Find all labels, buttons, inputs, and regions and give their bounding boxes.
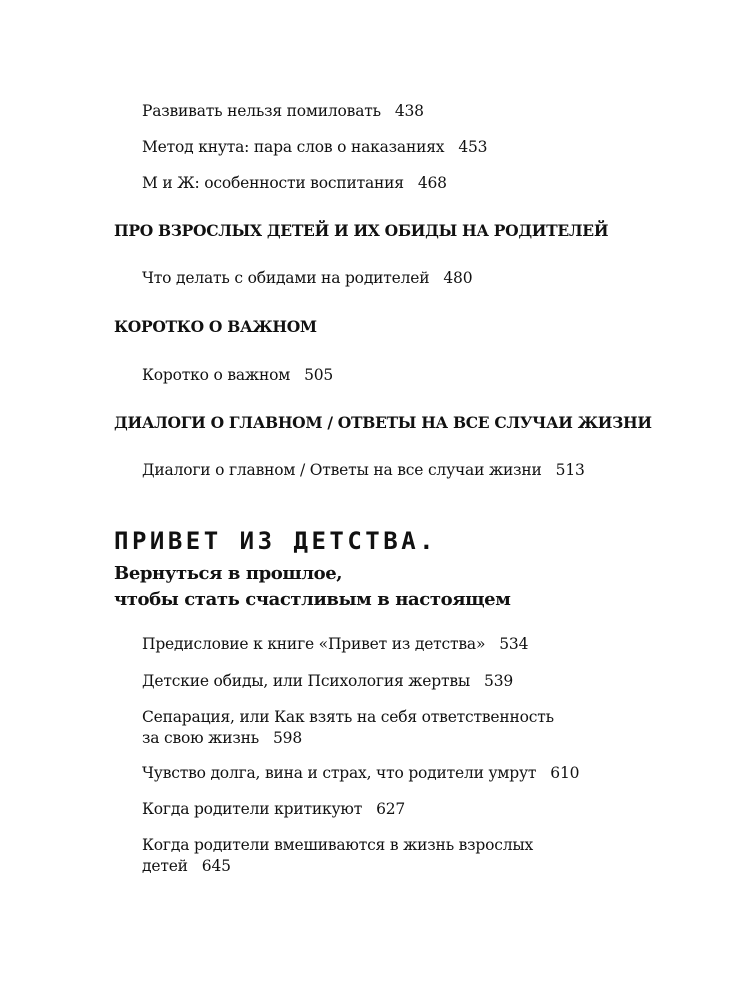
- toc-entry-page: 480: [443, 269, 473, 287]
- toc-entry: [142, 266, 472, 290]
- toc-entry-title-line2: детей: [142, 857, 188, 875]
- toc-entry: [142, 669, 513, 693]
- toc-entry-page: 438: [394, 102, 424, 120]
- toc-entry-page: 610: [550, 764, 580, 782]
- toc-entry: [142, 171, 447, 195]
- toc-entry-title: Предисловие к книге «Привет из детства»: [142, 635, 486, 653]
- part-subtitle-line2: чтобы стать счастливым в настоящем: [114, 589, 511, 610]
- toc-entry-title: Диалоги о главном / Ответы на все случаи жизни: [142, 461, 542, 479]
- toc-entry-page: 598: [273, 729, 302, 747]
- toc-entry-page: 645: [201, 857, 231, 875]
- toc-entry-page: 453: [458, 138, 488, 156]
- toc-entry-title: Развивать нельзя помиловать: [142, 102, 381, 120]
- toc-entry: [142, 99, 424, 123]
- toc-entry: [142, 135, 487, 159]
- toc-entry-continuation: [142, 854, 231, 878]
- toc-entry: [142, 797, 405, 821]
- toc-entry-title-line2: за свою жизнь: [142, 729, 259, 747]
- toc-entry: [142, 458, 585, 482]
- toc-entry-page: 505: [304, 366, 334, 384]
- toc-entry-title: Метод кнута: пара слов о наказаниях: [142, 138, 445, 156]
- toc-entry-title: Когда родители критикуют: [142, 800, 363, 818]
- toc-entry-page: 539: [484, 672, 514, 690]
- toc-entry-page: 513: [555, 461, 585, 479]
- toc-entry-continuation: [142, 726, 302, 750]
- toc-entry-page: 627: [376, 800, 406, 818]
- part-title: ПРИВЕТ ИЗ ДЕТСТВА.: [114, 527, 438, 555]
- toc-entry: [142, 632, 528, 656]
- part-subtitle-line1: Вернуться в прошлое,: [114, 563, 343, 584]
- toc-entry-page: 468: [417, 174, 447, 192]
- toc-entry-title: Что делать с обидами на родителей: [142, 269, 430, 287]
- section-heading: ПРО ВЗРОСЛЫХ ДЕТЕЙ И ИХ ОБИДЫ НА РОДИТЕЛЕЙ: [114, 221, 609, 240]
- toc-entry-title: Чувство долга, вина и страх, что родители умрут: [142, 764, 537, 782]
- section-heading: ДИАЛОГИ О ГЛАВНОМ / ОТВЕТЫ НА ВСЕ СЛУЧАИ ЖИЗНИ: [114, 413, 652, 432]
- toc-entry-title: М и Ж: особенности воспитания: [142, 174, 404, 192]
- toc-entry-title-line1: Сепарация, или Как взять на себя ответственность: [142, 708, 554, 726]
- toc-entry-title: Детские обиды, или Психология жертвы: [142, 672, 471, 690]
- toc-entry-title: Коротко о важном: [142, 366, 291, 384]
- toc-entry: [142, 363, 333, 387]
- toc-entry-page: 534: [499, 635, 529, 653]
- toc-entry-title-line1: Когда родители вмешиваются в жизнь взрослых: [142, 836, 534, 854]
- section-heading: КОРОТКО О ВАЖНОМ: [114, 317, 317, 336]
- toc-entry: [142, 761, 579, 785]
